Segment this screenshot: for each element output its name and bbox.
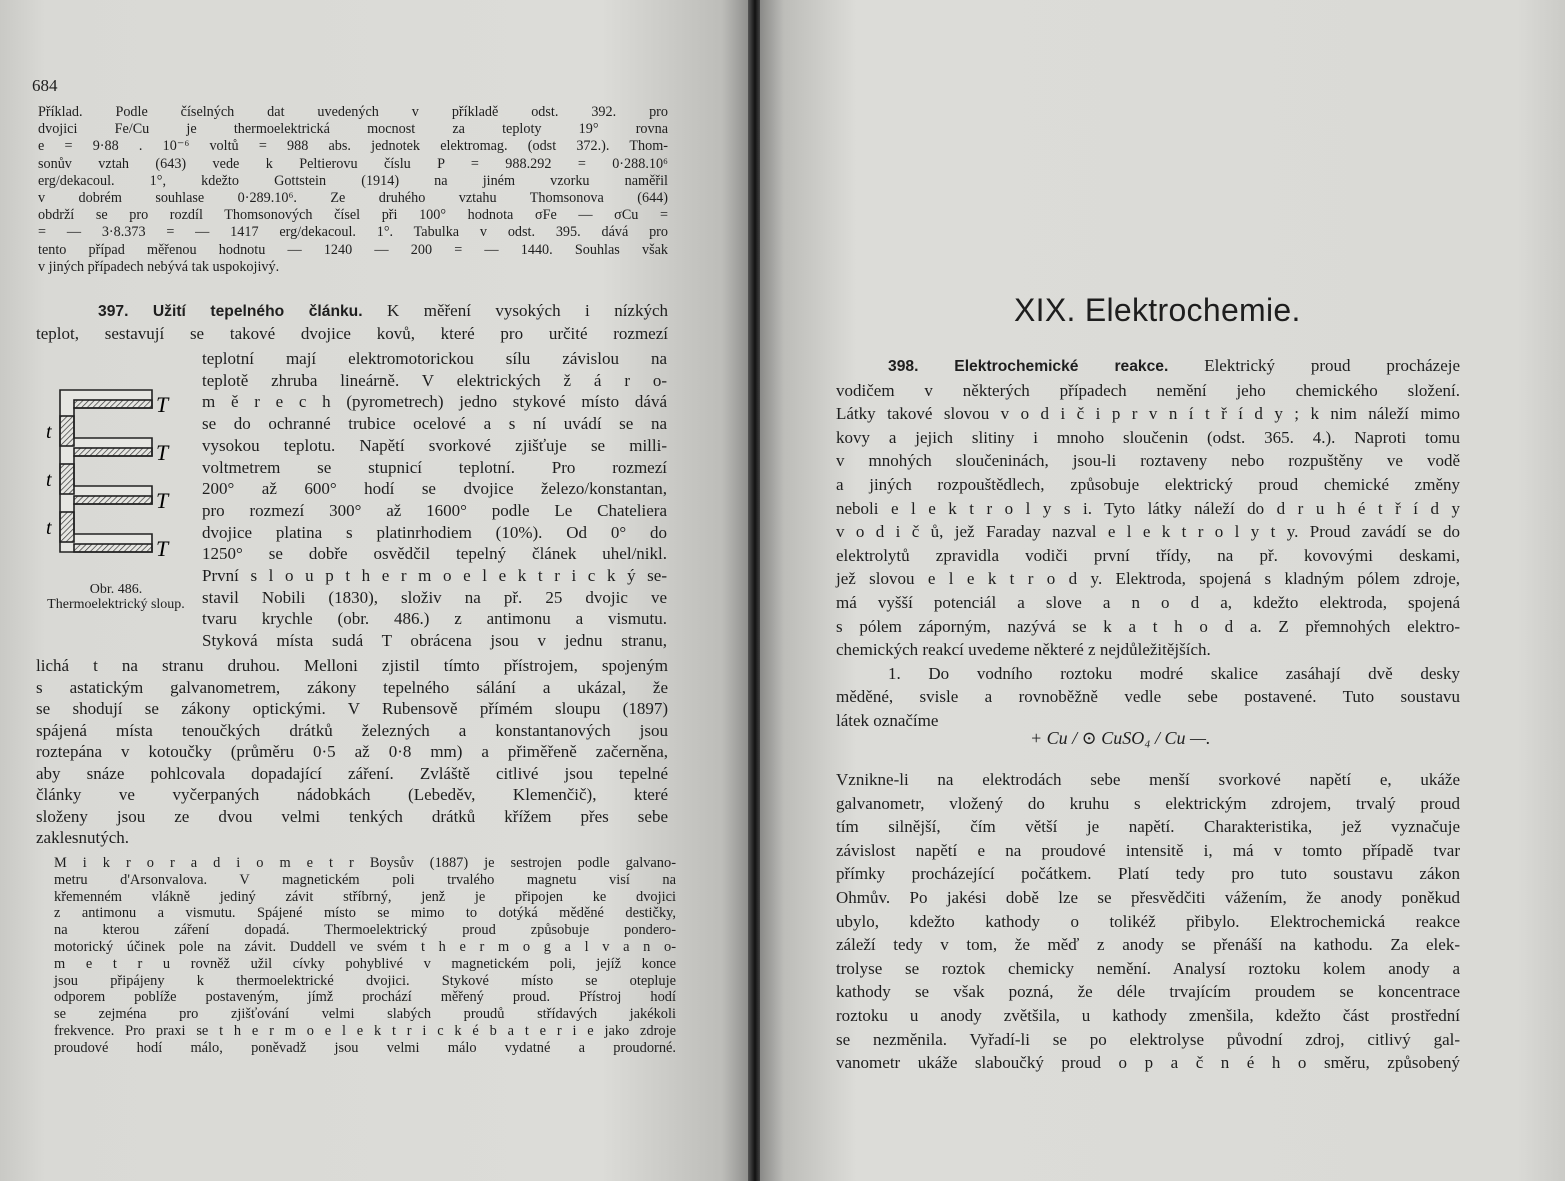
text-line: jež slovou e l e k t r o d y. Elektroda, spojená s kladným pólem zdroje, (836, 569, 1460, 589)
text-line: záleží tedy v tom, že měď z anody se přenáší na kathodu. Za elek- (836, 935, 1460, 955)
text-line: závislost napětí e na proudové intensitě i, má v tomto případě tvar (836, 840, 1460, 860)
text-line: Příklad. Podle číselných dat uvedených v příkladě odst. 392. pro (38, 104, 668, 120)
text-line: metru d'Arsonvalova. V magnetickém poli trvalého magnetu visí na (54, 871, 676, 888)
text-line: dvojici Fe/Cu je thermoelektrická mocnost za teploty 19° rovna (38, 121, 668, 138)
label-t: t (46, 469, 52, 491)
electrochemical-formula: + Cu / ⊙ CuSO₄ / Cu —. (1030, 728, 1211, 748)
text-line: ubylo, kdežto kathody o tolikéž přibylo. Elektrochemická reakce (836, 911, 1460, 931)
text-line: obdrží se pro rozdíl Thomsonových čísel při 100° hodnota σFe — σCu = (38, 207, 668, 224)
text-line: První s l o u p t h e r m o e l e k t r i c k ý se- (202, 566, 667, 586)
text-line: články ve vyčerpaných nádobkách (Lebeděv, Klemenčič), které (36, 785, 668, 804)
text-line: kathody se však pozná, že déle trvajícím proudem se koncentrace (836, 982, 1460, 1002)
text-line: Vznikne-li na elektrodách sebe menší svorkové napětí e, ukáže (836, 770, 1460, 789)
text-line: pro rozmezí 300° až 1600° podle Le Chateliera (202, 500, 667, 520)
text-line: 1. Do vodního roztoku modré skalice zasáhají dvě desky (888, 663, 1460, 683)
text-line: zaklesnutých. (36, 828, 129, 847)
text-line: m e t r u rovněž užil cívky pohyblivé v magnetickém poli, jejíž konce (54, 955, 676, 972)
text-line: s astatickým galvanometrem, zákony tepelného sálání a ukázal, že (36, 677, 668, 697)
text-line: se zejména pro zjišťování velmi slabých proudů střídavých jakékoli (54, 1006, 676, 1023)
text-line: kovy a jejich slitiny i mnoho sloučenin (odst. 365. 4.). Naproti tomu (836, 427, 1460, 447)
text-line: galvanometr, vložený do kruhu s elektrickým zdrojem, trvalý proud (836, 793, 1460, 813)
text-line: M i k r o r a d i o m e t r Boysův (1887) je sestrojen podle galvano- (54, 855, 676, 871)
chapter-title: XIX. Elektrochemie. (1014, 292, 1301, 328)
label-T: T (156, 392, 169, 417)
text-line: tím silnější, čím větší je napětí. Charakteristika, jež vyznačuje (836, 817, 1460, 837)
text-line: se do ochranné trubice ocelové a s ní uvádí se na (202, 414, 667, 434)
text-line: v dobrém souhlase 0·289.10⁶. Ze druhého vztahu Thomsonova (644) (38, 190, 668, 207)
text-line: se shodují se zákony optickými. V Rubensově přímém sloupu (1897) (36, 699, 668, 718)
text-line: m ě r e c h (pyrometrech) jedno stykové místo dává (202, 392, 667, 412)
text-line: látek označíme (836, 710, 939, 730)
label-t: t (46, 517, 52, 539)
text-line: erg/dekacoul. 1°, kdežto Gottstein (1914) na jiném vzorku naměřil (38, 172, 668, 189)
label-T: T (156, 440, 169, 465)
text-line: jsou připájeny k thermoelektrické dvojici. Stykové místo se otepluje (54, 972, 676, 989)
label-T: T (156, 536, 169, 561)
section-number: 397. (98, 303, 129, 320)
text-line: vanometr ukáže slaboučký proud o p a č n é h o směru, způsobený (836, 1053, 1460, 1073)
text-line: tvaru krychle (obr. 486.) z antimonu a vismutu. (202, 609, 667, 629)
text-line: elektrolytů zpravidla vodiči první třídy, na př. kovovými deskami, (836, 545, 1460, 565)
figure-caption (36, 582, 196, 612)
text-line: roztepána v kotoučky (průměru 0·5 až 0·8 mm) a přiměřeně začerněna, (36, 742, 668, 761)
text-line: = — 3·8.373 = — 1417 erg/dekacoul. 1°. Tabulka v odst. 395. dává pro (38, 224, 668, 241)
text-line: chemických reakcí uvedeme některé z nejdůležitějších. (836, 640, 1211, 660)
text-line: voltmetrem se stupnicí teplotní. Pro rozmezí (202, 457, 667, 477)
text-fragment: Elektrický proud procházeje (1204, 356, 1461, 375)
section-398-continuation (836, 768, 1460, 1075)
text-line: lichá t na stranu druhou. Melloni zjistil tímto přístrojem, spojeným (36, 656, 668, 675)
text-line: trolyse se roztok chemicky nemění. Analysí roztoku kolem anody a (836, 958, 1460, 978)
section-heading-line (836, 354, 1460, 379)
text-line: roztoku u anody zvětšila, u kathody zmenšila, kdežto část prostřední (836, 1005, 1460, 1025)
text-line: neboli e l e k t r o l y s i. Tyto látky náleží do d r u h é t ř í d y (836, 498, 1460, 518)
example-paragraph (38, 104, 668, 276)
text-line: Látky takové slovou v o d i č i p r v n í t ř í d y ; k nim náleží mimo (836, 404, 1460, 424)
text-line: v o d i č ů, jež Faraday nazval e l e k t r o l y t y. Proud zavádí se do (836, 522, 1460, 542)
text-line: teplot, sestavují se takové dvojice kovů, které pro určité rozmezí (36, 323, 668, 343)
section-heading-line (36, 300, 668, 323)
text-line: Ohmův. Po jakési době lze se přesvědčiti vážením, že anody poněkud (836, 887, 1460, 907)
text-line: křemenném vlákně jediný závit stříbrný, jenž je připojen ke dvojici (54, 888, 676, 905)
text-line: vodičem v některých případech nemění jeho chemického složení. (836, 380, 1460, 400)
text-line: aby snáze pohlcovala dopadající záření. Zvláště citlivé jsou tepelné (36, 763, 668, 783)
thermopile-diagram (46, 386, 196, 576)
text-line: sonův vztah (643) vede k Peltierovu číslu P = 988.292 = 0·288.10⁶ (38, 155, 668, 172)
figure-title: Thermoelektrický sloup. (47, 597, 185, 612)
text-line: se nezměnila. Vyřadí-li se po elektrolyse původní zdroj, citlivý gal- (836, 1029, 1460, 1049)
figure-number: Obr. 486. (89, 582, 143, 597)
section-heading: Užití tepelného článku. (152, 303, 363, 320)
text-line: proudové hodí málo, poněvadž jsou velmi málo vydatné a proudorné. (54, 1039, 676, 1056)
microradiometer-paragraph (54, 855, 676, 1057)
text-line: spájená místa tenoučkých drátků železných a konstantanových jsou (36, 720, 668, 740)
wrapped-text (202, 348, 667, 652)
text-line: v jiných případech nebývá tak uspokojivý. (38, 258, 280, 275)
label-t: t (46, 421, 52, 443)
text-line: 1250° se dobře osvědčil tepelný článek uhel/nikl. (202, 544, 667, 564)
text-fragment: K měření vysokých i nízkých (387, 301, 669, 320)
text-line: z antimonu a vismutu. Spájené místo se mimo to dotýká měděné destičky, (54, 905, 676, 922)
text-line: stavil Nobili (1830), složiv na př. 25 dvojic ve (202, 587, 667, 607)
text-line: Styková místa sudá T obrácena jsou v jednu stranu, (202, 631, 667, 651)
section-397-intro (36, 300, 668, 344)
section-397-continuation (36, 655, 668, 849)
text-line: v mnohých sloučeninách, jsou-li roztaveny nebo rozpuštěny ve vodě (836, 451, 1460, 471)
thermopile-figure (46, 386, 196, 576)
text-line: s pólem záporným, nazývá se k a t h o d a. Z přemnohých elektro- (836, 616, 1460, 636)
label-T: T (156, 488, 169, 513)
section-heading: Elektrochemické reakce. (954, 358, 1169, 375)
text-line: e = 9·88 . 10⁻⁶ voltů = 988 abs. jednotek elektromag. (odst 372.). Thom- (38, 138, 668, 155)
serpentine-strips (60, 390, 152, 552)
section-number: 398. (888, 358, 919, 375)
text-line: má vyšší potenciál a slove a n o d a, kdežto elektroda, spojená (836, 592, 1460, 612)
text-line: a jiných rozpouštědlech, způsobuje elektrický proud chemické změny (836, 474, 1460, 494)
text-line: dvojice platina s platinrhodiem (10%). Od 0° do (202, 522, 667, 542)
text-line: frekvence. Pro praxi se t h e r m o e l e k t r i c k é b a t e r i e jako zdroje (54, 1022, 676, 1039)
left-page (0, 0, 752, 1181)
text-line: motorický účinek pole na závit. Duddell ve svém t h e r m o g a l v a n o- (54, 938, 676, 955)
text-line: tento případ měřenou hodnotu — 1240 — 200 = — 1440. Souhlas však (38, 241, 668, 258)
text-line: přímky procházející počátkem. Platí tedy pro tuto soustavu zákon (836, 864, 1460, 884)
section-398 (836, 354, 1460, 733)
text-line: měděné, svisle a rovnoběžně vedle sebe postavené. Tuto soustavu (836, 687, 1460, 707)
text-line: 200° až 600° hodí se dvojice železo/konstantan, (202, 479, 667, 499)
text-line: teplotě zhruba lineárně. V elektrických ž á r o- (202, 370, 667, 390)
text-line: na kterou záření dopadá. Thermoelektrický proud způsobuje pondero- (54, 922, 676, 939)
text-line: vysokou teplotu. Napětí svorkové zjišťuje se milli- (202, 435, 667, 455)
page-number: 684 (32, 76, 58, 95)
text-line: složeny jsou ze dvou velmi tenkých drátků křížem přes sebe (36, 806, 668, 826)
text-line: teplotní mají elektromotorickou sílu závislou na (202, 349, 667, 368)
text-line: odporem poblíže postaveným, jímž prochází měřený proud. Přístroj hodí (54, 989, 676, 1006)
